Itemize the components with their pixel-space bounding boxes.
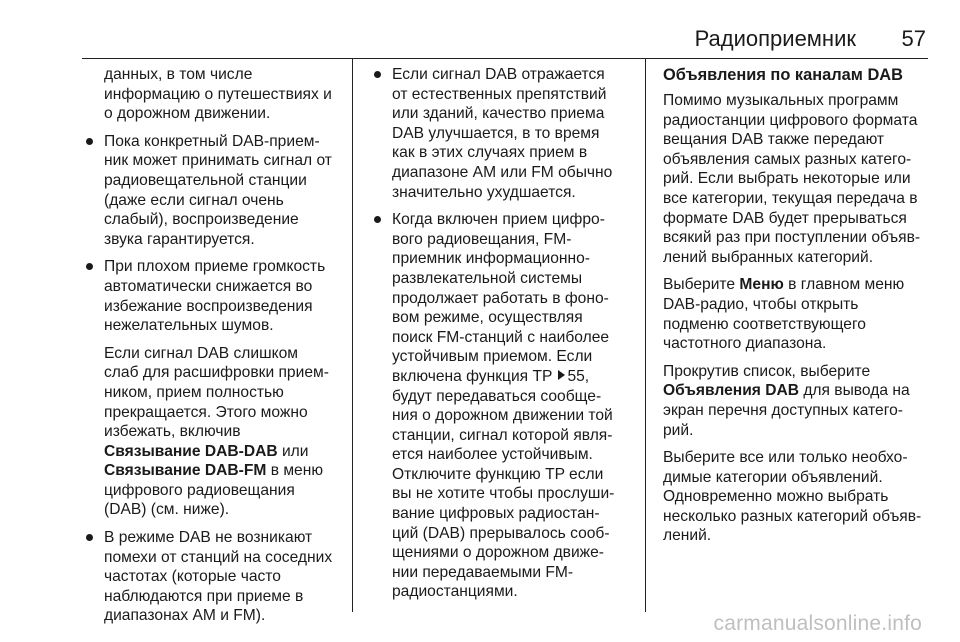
text-line: несколько разных категорий объяв- — [663, 507, 922, 525]
column-2 — [372, 65, 637, 610]
p2-pre: Выберите — [663, 276, 740, 294]
text-line: ций (DAB) прерывалось сооб- — [392, 524, 610, 542]
text-line: как в этих случаях прием в — [392, 144, 588, 162]
bullet-item — [372, 210, 637, 602]
text-line: автоматически снижается во — [104, 277, 313, 295]
text-line: лений. — [663, 527, 712, 545]
column-3 — [663, 65, 929, 554]
page-number: 57 — [901, 26, 926, 51]
paragraph — [663, 448, 929, 546]
bullet-text — [104, 528, 344, 626]
text-line: радиостанциями. — [392, 583, 518, 601]
paragraph — [663, 362, 929, 440]
text-line: данных, в том числе — [104, 66, 253, 83]
text-line: развлекательной системы — [392, 269, 583, 287]
continued-text — [84, 65, 344, 124]
page-reference-link[interactable]: 55, — [567, 367, 590, 385]
text-line: все категории, текущая передача в — [663, 189, 918, 207]
text-line: вы не хотите чтобы прослуши- — [392, 485, 615, 503]
term-announcements-dab: Объявления DAB — [663, 382, 799, 400]
text-line: устойчивым приемом. Если — [392, 348, 593, 366]
text-line: продолжает работать в фоно- — [392, 289, 609, 307]
bullet-item — [84, 132, 344, 250]
text-line: экран перечня доступных катего- — [663, 401, 903, 419]
text-line: диапазоне AM или FM обычно — [392, 163, 613, 181]
bullet-item — [84, 257, 344, 520]
bullet-text — [392, 65, 637, 202]
text-line: о дорожном движении. — [104, 105, 271, 123]
text-line: щениями о дорожном движе- — [392, 544, 604, 562]
term-line-2 — [104, 461, 344, 481]
text-line: Если сигнал DAB отражается — [392, 66, 605, 83]
p2-lines — [663, 295, 929, 354]
text-line: вещания DAB также передают — [663, 131, 885, 149]
text-line: ния о дорожном движении той — [392, 407, 613, 425]
p3-lines — [663, 401, 929, 440]
bullet-subparagraph — [104, 344, 344, 520]
text-line: приемник информационно- — [392, 250, 590, 268]
text-line: диапазонах AM и FM). — [104, 607, 266, 625]
bullet-text — [392, 210, 637, 367]
or-word: или — [277, 442, 309, 460]
text-line: ник может принимать сигнал от — [104, 152, 332, 170]
bullet-text — [104, 257, 344, 335]
header-divider — [82, 58, 928, 59]
bullet-item — [372, 65, 637, 202]
text-line: Если сигнал DAB слишком — [104, 344, 298, 362]
text-line: Выберите все или только необхо- — [663, 449, 908, 467]
text-line: избежание воспроизведения — [104, 297, 313, 315]
paragraph — [663, 275, 929, 353]
text-line: слабый), воспроизведение — [104, 211, 299, 229]
term-menu: Меню — [739, 276, 784, 294]
p3-first-line: Прокрутив список, выберите — [663, 362, 871, 380]
text-line: вание цифровых радиостан- — [392, 505, 600, 523]
text-line: нежелательных шумов. — [104, 317, 274, 335]
page-reference-line — [392, 367, 637, 387]
text-line: радиостанции цифрового формата — [663, 111, 918, 129]
column-1 — [84, 65, 344, 634]
bullet-dot — [86, 138, 93, 145]
text-line: радиовещательной станции — [104, 171, 307, 189]
section-heading: Объявления по каналам DAB — [663, 66, 903, 84]
text-line: нии передаваемыми FM- — [392, 563, 574, 581]
sub-lines — [104, 344, 344, 442]
ref-text: включена функция TP — [392, 367, 557, 385]
text-line: ется наиболее устойчивым. — [392, 446, 593, 464]
text-line: наблюдаются при приеме в — [104, 587, 304, 605]
text-line: DAB улучшается, в то время — [392, 124, 600, 142]
text-line: частотного диапазона. — [663, 335, 827, 353]
text-line: (даже если сигнал очень — [104, 191, 284, 209]
watermark: carmanualsonline.info — [713, 612, 922, 635]
text-line: вого радиовещания, FM- — [392, 230, 572, 248]
text-line: ником, прием полностью — [104, 383, 284, 401]
text-line: вом режиме, осуществляя — [392, 309, 583, 327]
text-line: помехи от станций на соседних — [104, 548, 333, 566]
bullet-item — [84, 528, 344, 626]
text-line: Когда включен прием цифро- — [392, 211, 605, 229]
text-line: цифрового радиовещания — [104, 481, 295, 499]
p2-post: в главном меню — [783, 276, 905, 294]
text-line: будут передаваться сообще- — [392, 387, 602, 405]
p3-term-line — [663, 381, 929, 401]
bullet-dot — [86, 263, 93, 270]
text-line: или зданий, качество приема — [392, 105, 605, 123]
text-line: подменю соответствующего — [663, 315, 866, 333]
column-divider-2 — [645, 58, 646, 612]
text-line: В режиме DAB не возникают — [104, 529, 313, 547]
text-line: DAB-радио, чтобы открыть — [663, 295, 859, 313]
text-line: слаб для расшифровки прием- — [104, 364, 329, 382]
bullet-dot — [374, 216, 381, 223]
paragraph — [663, 91, 929, 267]
text-line: информацию о путешествиях и — [104, 85, 332, 103]
text-line: объявления самых разных катего- — [663, 150, 912, 168]
text-line: рий. Если выбрать некоторые или — [663, 170, 911, 188]
text-line: станции, сигнал которой явля- — [392, 426, 613, 444]
after-term: в меню — [266, 462, 324, 480]
sub-tail — [104, 481, 344, 520]
term-dab-dab: Связывание DAB-DAB — [104, 442, 278, 460]
text-line: поиск FM-станций с наиболее — [392, 328, 610, 346]
text-line: звука гарантируется. — [104, 230, 255, 248]
text-line: Отключите функцию TP если — [392, 465, 604, 483]
text-line: димые категории объявлений. — [663, 468, 883, 486]
text-line: частотах (которые часто — [104, 568, 281, 586]
text-line: Пока конкретный DAB-прием- — [104, 132, 320, 150]
term-line-1 — [104, 442, 344, 462]
page-header — [0, 0, 960, 58]
term-dab-fm: Связывание DAB-FM — [104, 462, 267, 480]
bullet-text-cont — [392, 387, 637, 603]
text-line: формате DAB будет прерываться — [663, 209, 907, 227]
text-line: рий. — [663, 421, 694, 439]
text-line: Помимо музыкальных программ — [663, 92, 899, 109]
bullet-dot — [374, 71, 381, 78]
text-line: прекращается. Этого можно — [104, 403, 308, 421]
text-line: (DAB) (см. ниже). — [104, 501, 230, 519]
text-line: При плохом приеме громкость — [104, 258, 326, 276]
text-line: значительно ухудшается. — [392, 183, 576, 201]
p3-post: для вывода на — [799, 382, 910, 400]
page-ref-arrow-icon — [558, 370, 565, 380]
page-title: Радиоприемник — [694, 26, 856, 51]
bullet-dot — [86, 534, 93, 541]
text-line: избежать, включив — [104, 423, 241, 441]
text-line: лений выбранных категорий. — [663, 248, 874, 266]
p2-first-line — [663, 275, 929, 295]
column-divider-1 — [352, 58, 353, 612]
text-line: всякий раз при поступлении объяв- — [663, 229, 921, 247]
text-line: от естественных препятствий — [392, 85, 607, 103]
text-line: Одновременно можно выбрать — [663, 488, 889, 506]
bullet-text — [104, 132, 344, 250]
